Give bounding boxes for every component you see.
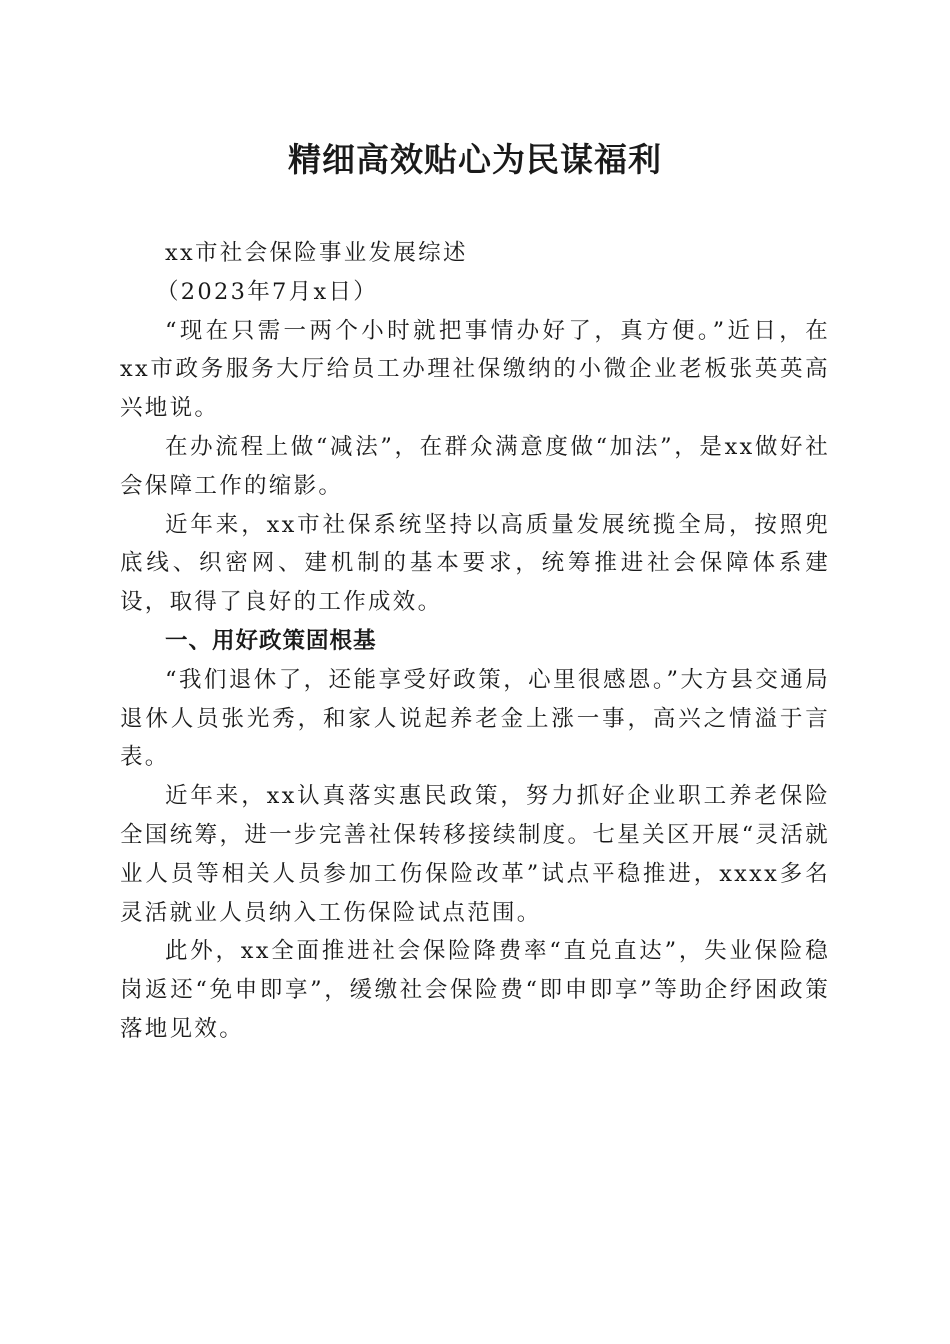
paragraph-6: 此外，xx全面推进社会保险降费率“直兑直达”，失业保险稳岗返还“免申即享”，缓缴社会保险费“即申即享”等助企纾困政策落地见效。 bbox=[120, 938, 830, 1042]
document-date: （2023年7月x日） bbox=[156, 278, 379, 305]
document-body bbox=[120, 234, 830, 1049]
section-heading-1: 一、用好政策固根基 bbox=[165, 627, 377, 654]
document-subtitle: xx市社会保险事业发展综述 bbox=[165, 240, 468, 266]
paragraph-5: 近年来，xx认真落实惠民政策，努力抓好企业职工养老保险全国统筹，进一步完善社保转移接续制度。七星关区开展“灵活就业人员等相关人员参加工伤保险改革”试点平稳推进，xxxx多名灵活就业人员纳入工伤保险试点范围。 bbox=[120, 783, 830, 926]
paragraph-1: “现在只需一两个小时就把事情办好了，真方便。”近日，在xx市政务服务大厅给员工办理社保缴纳的小微企业老板张英英高兴地说。 bbox=[120, 317, 830, 422]
paragraph-3: 近年来，xx市社保系统坚持以高质量发展统揽全局，按照兜底线、织密网、建机制的基本要求，统筹推进社会保障体系建设，取得了良好的工作成效。 bbox=[120, 511, 830, 616]
paragraph-4: “我们退休了，还能享受好政策，心里很感恩。”大方县交通局退休人员张光秀，和家人说起养老金上涨一事，高兴之情溢于言表。 bbox=[120, 666, 830, 771]
paragraph-2: 在办流程上做“减法”，在群众满意度做“加法”，是xx做好社会保障工作的缩影。 bbox=[120, 433, 830, 499]
document-title: 精细高效贴心为民谋福利 bbox=[288, 140, 662, 179]
